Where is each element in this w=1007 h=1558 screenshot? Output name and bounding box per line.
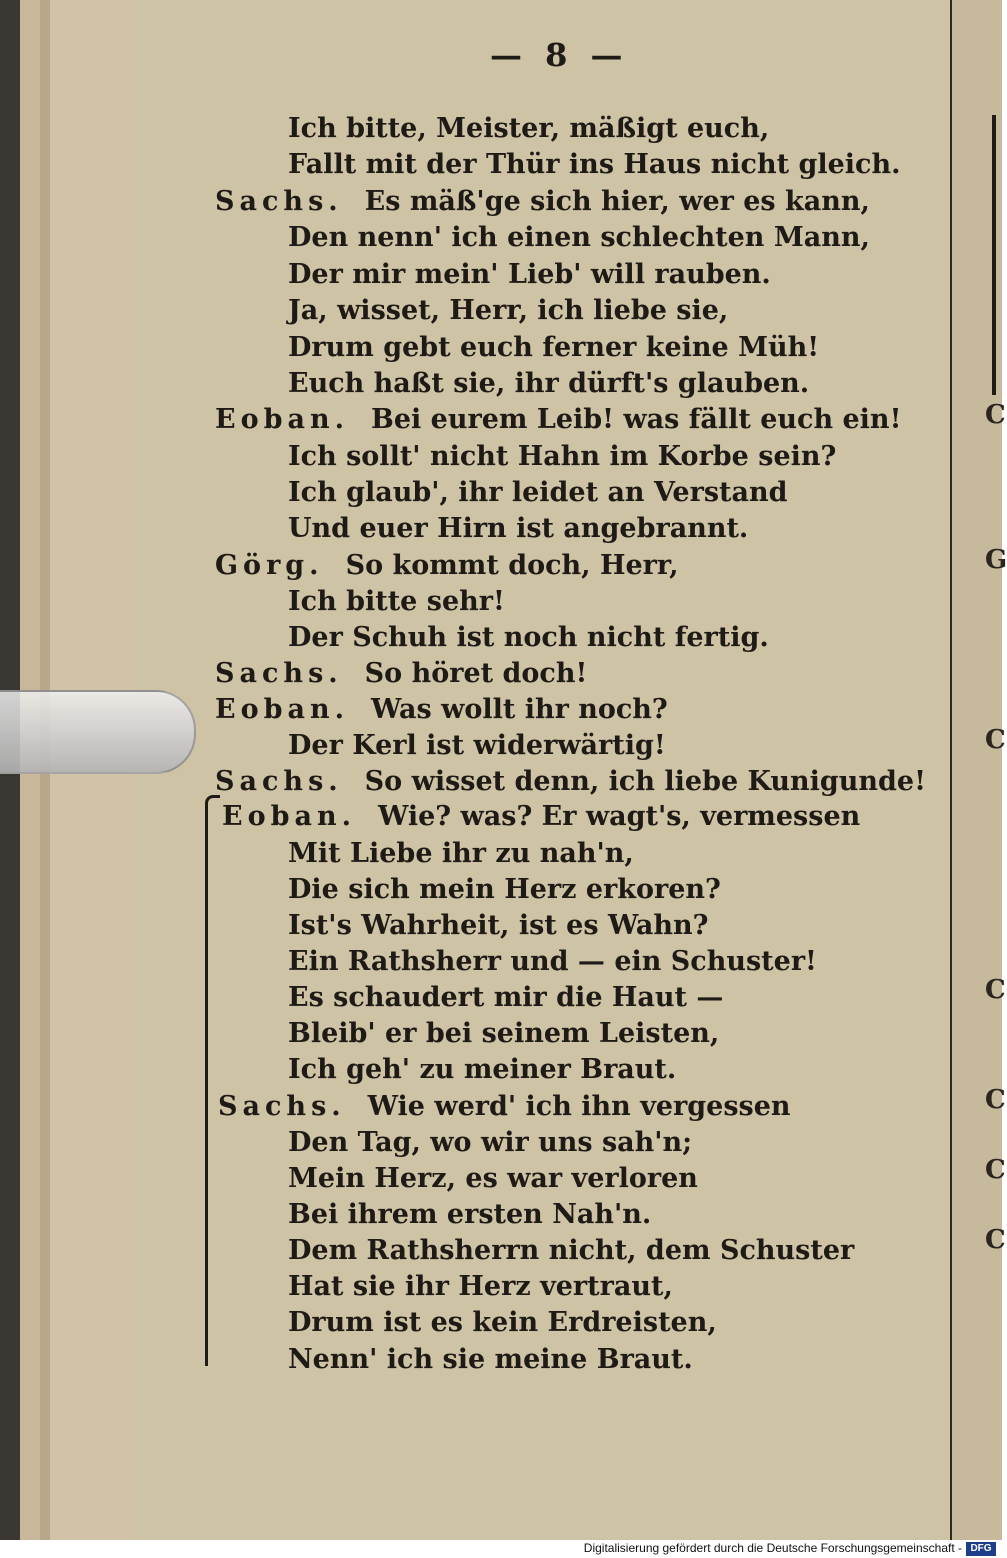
verse-line: [288, 1126, 692, 1160]
line-text: Ich bitte, Meister, mäßigt euch,: [288, 113, 770, 144]
verse-line: [288, 148, 901, 182]
line-text: Der Schuh ist noch nicht fertig.: [288, 622, 769, 653]
line-text: Bei ihrem ersten Nah'n.: [288, 1199, 652, 1230]
speaker-line: [215, 185, 870, 219]
verse-line: [288, 112, 769, 146]
next-page-letter: C: [985, 725, 1006, 755]
line-text: Ist's Wahrheit, ist es Wahn?: [288, 910, 709, 941]
line-text: Bleib' er bei seinem Leisten,: [288, 1018, 720, 1049]
verse-line: [288, 837, 634, 871]
verse-line: [288, 981, 723, 1015]
verse-line: [288, 1234, 854, 1268]
speaker-name: Sachs.: [215, 658, 343, 689]
line-text: Den nenn' ich einen schlechten Mann,: [288, 222, 870, 253]
speaker-name: Eoban.: [222, 801, 356, 832]
line-text: Drum ist es kein Erdreisten,: [288, 1307, 717, 1338]
line-text: Wie? was? Er wagt's, vermessen: [378, 801, 861, 832]
line-text: Es mäß'ge sich hier, wer es kann,: [364, 186, 870, 217]
verse-line: [288, 621, 769, 655]
line-text: Euch haßt sie, ihr dürft's glauben.: [288, 368, 810, 399]
line-text: So wisset denn, ich liebe Kunigunde!: [364, 766, 926, 797]
line-text: Mit Liebe ihr zu nah'n,: [288, 838, 634, 869]
line-text: Der mir mein' Lieb' will rauben.: [288, 259, 771, 290]
verse-line: [288, 909, 709, 943]
line-text: Was wollt ihr noch?: [371, 694, 668, 725]
page-number: — 8 —: [490, 36, 629, 74]
speaker-line: [215, 765, 926, 799]
line-text: Bei eurem Leib! was fällt euch ein!: [371, 404, 902, 435]
verse-line: [288, 1162, 698, 1196]
verse-line: [288, 258, 771, 292]
verse-line: [288, 945, 817, 979]
line-text: Die sich mein Herz erkoren?: [288, 874, 721, 905]
dfg-logo: DFG: [966, 1542, 996, 1556]
line-text: Dem Rathsherrn nicht, dem Schuster: [288, 1235, 855, 1266]
verse-line: [288, 1306, 717, 1340]
verse-line: [288, 1017, 719, 1051]
line-text: Wie werd' ich ihn vergessen: [367, 1091, 791, 1122]
next-page-letter: C: [985, 1085, 1006, 1115]
line-text: Ich bitte sehr!: [288, 586, 505, 617]
line-text: Nenn' ich sie meine Braut.: [288, 1344, 693, 1375]
verse-line: [288, 1270, 673, 1304]
verse-line: [288, 1343, 693, 1377]
next-page-letter: G: [985, 545, 1007, 575]
verse-line: [288, 1198, 651, 1232]
speaker-name: Görg.: [215, 550, 324, 581]
line-text: Ich geh' zu meiner Braut.: [288, 1054, 677, 1085]
line-text: So kommt doch, Herr,: [345, 550, 679, 581]
line-text: Ich glaub', ihr leidet an Verstand: [288, 477, 788, 508]
duet-bracket: [205, 795, 220, 1366]
line-text: Mein Herz, es war verloren: [288, 1163, 698, 1194]
line-text: Hat sie ihr Herz vertraut,: [288, 1271, 673, 1302]
speaker-line: [215, 693, 668, 727]
verse-line: [288, 221, 870, 255]
line-text: Ja, wisset, Herr, ich liebe sie,: [288, 295, 729, 326]
line-text: Fallt mit der Thür ins Haus nicht gleich.: [288, 149, 901, 180]
speaker-name: Sachs.: [215, 186, 343, 217]
line-text: Ein Rathsherr und — ein Schuster!: [288, 946, 817, 977]
next-page-letter: C: [985, 975, 1006, 1005]
line-text: Drum gebt euch ferner keine Müh!: [288, 332, 820, 363]
speaker-name: Sachs.: [218, 1091, 346, 1122]
page-holder-clip: [0, 690, 196, 774]
line-text: Der Kerl ist widerwärtig!: [288, 730, 666, 761]
verse-line: [288, 1053, 676, 1087]
next-page-letter: C: [985, 1225, 1006, 1255]
speaker-name: Sachs.: [215, 766, 343, 797]
speaker-line: [215, 403, 901, 437]
verse-line: [288, 873, 721, 907]
funding-credit: Digitalisierung gefördert durch die Deutsche Forschungsgemeinschaft -: [583, 1541, 962, 1555]
next-page-letter: C: [985, 1155, 1006, 1185]
speaker-name: Eoban.: [215, 404, 349, 435]
line-text: Es schaudert mir die Haut —: [288, 982, 724, 1013]
verse-line: [288, 729, 666, 763]
speaker-line: [222, 800, 860, 834]
line-text: So höret doch!: [364, 658, 588, 689]
verse-line: [288, 367, 809, 401]
line-text: Ich sollt' nicht Hahn im Korbe sein?: [288, 441, 837, 472]
line-text: Und euer Hirn ist angebrannt.: [288, 513, 749, 544]
line-text: Den Tag, wo wir uns sah'n;: [288, 1127, 693, 1158]
verse-line: [288, 440, 836, 474]
verse-line: [288, 294, 728, 328]
next-page-bracket: [992, 115, 996, 395]
speaker-line: [215, 657, 587, 691]
speaker-line: [218, 1090, 791, 1124]
verse-line: [288, 331, 819, 365]
verse-line: [288, 476, 788, 510]
speaker-line: [215, 549, 679, 583]
next-page-letter: C: [985, 400, 1006, 430]
verse-line: [288, 585, 505, 619]
verse-line: [288, 512, 748, 546]
speaker-name: Eoban.: [215, 694, 349, 725]
